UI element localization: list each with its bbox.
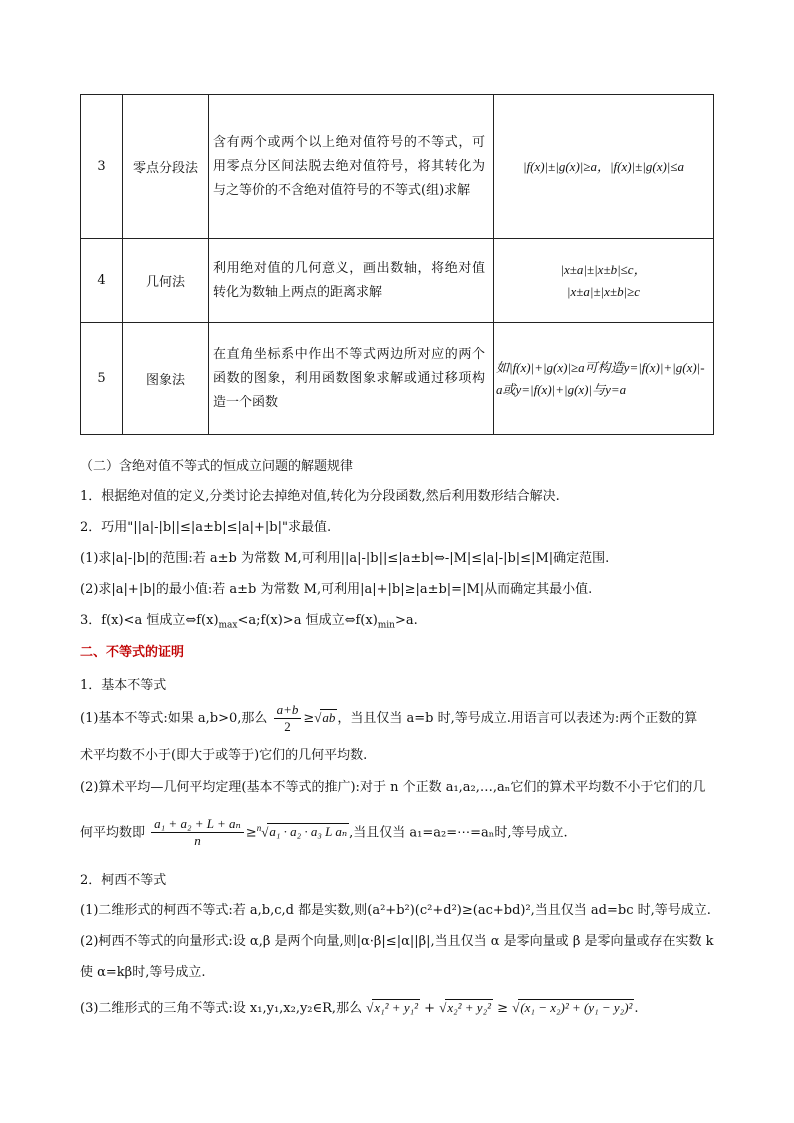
row-number: 3 xyxy=(81,95,123,239)
rule-2b: (2)求|a|+|b|的最小值:若 a±b 为常数 M,可利用|a|+|b|≥|a±b|=|M|从而确定其最小值. xyxy=(80,582,593,597)
table-row xyxy=(81,239,714,323)
sqrt-sign: √ xyxy=(314,710,322,725)
fraction-numerator: a+b xyxy=(274,702,302,719)
part-heading: 二、不等式的证明 xyxy=(80,645,185,660)
table-row xyxy=(81,95,714,239)
root-index: n xyxy=(256,823,262,833)
method-formula: |f(x)|±|g(x)|≥a，|f(x)|±|g(x)|≤a xyxy=(494,95,714,239)
methods-table xyxy=(80,94,714,435)
sqrt-sign: √ xyxy=(439,1000,447,1015)
method-name: 图象法 xyxy=(123,323,209,435)
cauchy-line-2b: 使 α=kβ时,等号成立. xyxy=(80,965,206,980)
paragraph-text: (3)二维形式的三角不等式:设 x₁,y₁,x₂,y₂∈R,那么 xyxy=(80,1001,363,1016)
paragraph-text: . xyxy=(634,1001,639,1016)
ge-sign: ≥ xyxy=(303,711,315,726)
cauchy-line-1: (1)二维形式的柯西不等式:若 a,b,c,d 都是实数,则(a²+b²)(c²+d²)≥(ac+bd)²,当且仅当 ad=bc 时,等号成立. xyxy=(80,903,711,918)
method-description: 含有两个或两个以上绝对值符号的不等式，可用零点分区间法脱去绝对值符号，将其转化为与之等价的不含绝对值符号的不等式(组)求解 xyxy=(209,95,494,239)
max-subscript: max xyxy=(218,620,238,631)
fraction xyxy=(274,702,302,735)
paragraph-text: (1)基本不等式:如果 a,b>0,那么 xyxy=(80,711,268,726)
sqrt-radicand: ab xyxy=(322,710,336,725)
fraction-denominator: n xyxy=(194,833,201,849)
cauchy-line-2a: (2)柯西不等式的向量形式:设 α,β 是两个向量,则|α·β|≤|α||β|,当且仅当 α 是零向量或 β 是零向量或存在实数 k xyxy=(80,934,714,949)
formula-line-1: |x±a|±|x±b|≤c， xyxy=(560,261,647,277)
row-number: 5 xyxy=(81,323,123,435)
sqrt-sign: √ xyxy=(366,1000,374,1015)
fraction xyxy=(151,816,244,849)
fraction-denominator: 2 xyxy=(284,719,291,734)
subheading-basic-inequality: 1．基本不等式 xyxy=(80,678,167,693)
rule-3 xyxy=(80,612,720,635)
method-name: 几何法 xyxy=(123,239,209,323)
sqrt-radicand: x₁² + y₁² xyxy=(374,1000,419,1015)
rule-2a: (1)求|a|-|b|的范围:若 a±b 为常数 M,可利用||a|-|b||≤|a±b|⇔-|M|≤|a|-|b|≤|M|确定范围. xyxy=(80,551,610,566)
method-name: 零点分段法 xyxy=(123,95,209,239)
fraction-numerator: a₁ + a₂ + L + aₙ xyxy=(151,816,244,833)
table-row xyxy=(81,323,714,435)
rule-3-text: >a. xyxy=(394,613,418,628)
rule-3-text: 3．f(x)<a 恒成立⇔f(x) xyxy=(80,613,219,628)
plus-sign: + xyxy=(424,1001,436,1016)
paragraph-text: ，当且仅当 a=b 时,等号成立.用语言可以表述为:两个正数的算 xyxy=(337,711,698,726)
sqrt-radicand: a₁ · a₂ · a₃ L aₙ xyxy=(269,824,348,840)
sqrt-radicand: (x₁ − x₂)² + (y₁ − y₂)² xyxy=(520,1000,633,1015)
am-gm-line-2 xyxy=(80,810,720,851)
ge-sign: ≥ xyxy=(497,1001,509,1016)
am-gm-line-1: (2)算术平均—几何平均定理(基本不等式的推广):对于 n 个正数 a₁,a₂,…,aₙ它们的算术平均数不小于它们的几 xyxy=(80,780,706,795)
basic-inequality-line-2: 术平均数不小于(即大于或等于)它们的几何平均数. xyxy=(80,748,368,763)
ge-sign: ≥ xyxy=(245,825,257,841)
rule-2: 2．巧用"||a|-|b||≤|a±b|≤|a|+|b|"求最值. xyxy=(80,520,332,535)
rule-1: 1．根据绝对值的定义,分类讨论去掉绝对值,转化为分段函数,然后利用数形结合解决. xyxy=(80,489,560,504)
subheading-cauchy: 2．柯西不等式 xyxy=(80,873,167,888)
row-number: 4 xyxy=(81,239,123,323)
sqrt-sign: √ xyxy=(261,824,269,840)
sqrt-sign: √ xyxy=(512,1000,520,1015)
method-formula: 如|f(x)|+|g(x)|≥a可构造y=|f(x)|+|g(x)|-a或y=|f(x)|+|g(x)|与y=a xyxy=(494,323,714,435)
paragraph-text: ,当且仅当 a₁=a₂=⋯=aₙ时,等号成立. xyxy=(349,825,568,841)
min-subscript: min xyxy=(377,620,395,631)
section-title: （二）含绝对值不等式的恒成立问题的解题规律 xyxy=(80,459,354,474)
rule-3-text: <a;f(x)>a 恒成立⇔f(x) xyxy=(237,613,378,628)
method-description: 利用绝对值的几何意义，画出数轴，将绝对值转化为数轴上两点的距离求解 xyxy=(209,239,494,323)
formula-line-2: |x±a|±|x±b|≥c xyxy=(566,283,641,299)
sqrt-radicand: x₂² + y₂² xyxy=(447,1000,491,1015)
basic-inequality-line-1 xyxy=(80,700,720,737)
paragraph-text: 何平均数即 xyxy=(80,825,146,841)
method-description: 在直角坐标系中作出不等式两边所对应的两个函数的图象，利用函数图象求解或通过移项构造一个函数 xyxy=(209,323,494,435)
method-formula xyxy=(494,239,714,323)
cauchy-line-3 xyxy=(80,995,720,1022)
